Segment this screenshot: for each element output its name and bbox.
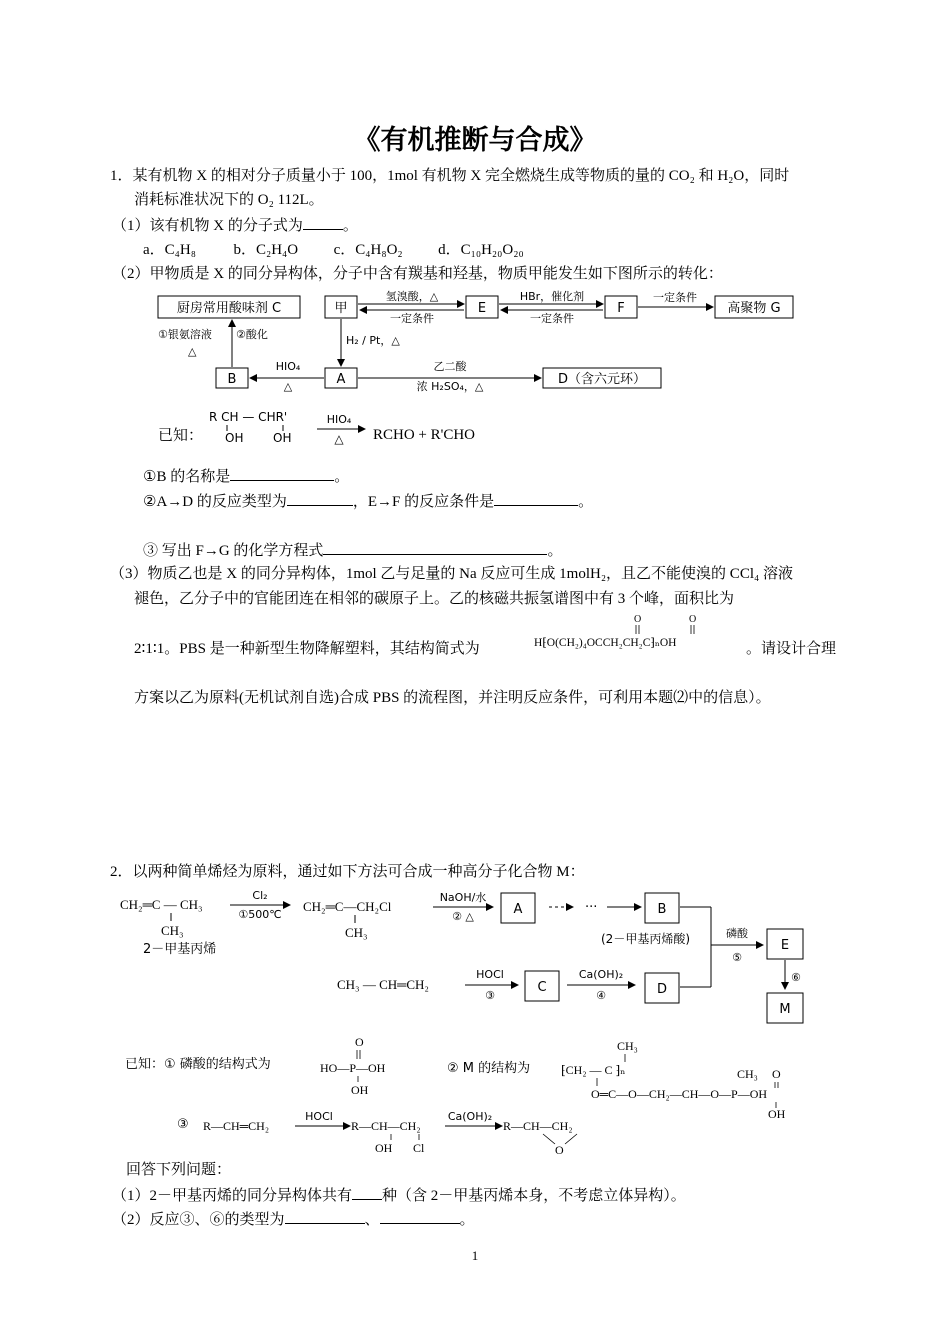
q1-sub2-end: 。: [578, 494, 594, 510]
answer-blank[interactable]: [285, 1208, 365, 1224]
dots: ···: [585, 900, 598, 915]
q2-sub2-end: 。: [459, 1212, 475, 1228]
arrow-B-C-3: △: [188, 345, 197, 358]
q1-options: [143, 240, 524, 260]
q2-sub1-text-a: （1）2－甲基丙烯的同分异构体共有: [112, 1188, 353, 1204]
known-3: ③: [177, 1117, 189, 1132]
q1-sub2-text-b: ，E→F 的反应条件是: [352, 494, 495, 510]
b-label: (2－甲基丙烯酸): [601, 932, 690, 946]
page-number: 1: [471, 1248, 479, 1263]
box-F-label: F: [617, 301, 625, 316]
k3-arrow-2: Ca(OH)₂: [447, 1110, 493, 1123]
arrow-B-C-2: ②酸化: [236, 328, 268, 341]
arrow-5-top: 磷酸: [726, 927, 748, 940]
arrow-jia-E-top: 氢溴酸，△: [385, 290, 439, 303]
box-G-label: 高聚物 G: [727, 301, 781, 316]
arrow-jia-E-bot: 一定条件: [390, 312, 434, 325]
q1-part3-line-3b: 。请设计合理: [746, 641, 837, 657]
known-oh-1: OH: [225, 431, 244, 445]
q1-part3-line-1: （3）物质乙也是 X 的同分异构体，1mol 乙与足量的 Na 反应可生成 1molH₂，且乙不能使溴的 CCl₄ 溶液: [110, 566, 793, 582]
box-A-label: A: [336, 372, 346, 387]
q1-reaction-diagram: [150, 290, 800, 400]
q1-sub3-text: ③ 写出 F→G 的化学方程式: [143, 543, 324, 559]
known-arrow-top: HIO₄: [326, 413, 352, 426]
q1-part3-line-4: 方案以乙为原料(无机试剂自选)合成 PBS 的流程图，并注明反应条件，可利用本题⑵中的信息）。: [134, 690, 771, 706]
box-E-label: E: [477, 301, 487, 316]
box-jia-label: 甲: [334, 301, 348, 316]
option-a: a．C₄H₈: [143, 242, 196, 258]
pbs-o-1: O: [634, 614, 642, 625]
q1-part3-line-2: 褪色，乙分子中的官能团连在相邻的碳原子上。乙的核磁共振氢谱图中有 3 个峰，面积比为: [134, 591, 735, 607]
mid-methyl: CH₃: [345, 925, 368, 940]
q2-box-E-label: E: [780, 938, 790, 953]
arrow-A-D-bot: 浓 H₂SO₄，△: [416, 380, 484, 393]
q2-box-A-label: A: [513, 902, 523, 917]
q2-box-D-label: D: [656, 982, 668, 997]
answer-blank[interactable]: [303, 214, 343, 230]
arrow-2-bot: ② △: [452, 910, 474, 923]
known-reaction: [205, 405, 505, 449]
phos-oh: OH: [351, 1083, 369, 1097]
phos-o: O: [355, 1035, 364, 1049]
q1-line-2: 消耗标准状况下的 O₂ 112L。: [134, 192, 324, 208]
q1-sub1-end: 。: [334, 469, 350, 485]
arrow-3-bot: ③: [485, 989, 495, 1002]
q2-sub2-text-a: （2）反应③、⑥的类型为: [112, 1212, 285, 1228]
m-ch3: CH₃: [617, 1039, 638, 1053]
q1-sub3-end: 。: [547, 543, 563, 559]
pbs-o-2: O: [689, 614, 697, 625]
q1-part1-text: （1）该有机物 X 的分子式为: [112, 218, 303, 234]
k3-mid: R—CH—CH₂: [351, 1119, 421, 1133]
q2-box-B-label: B: [657, 902, 667, 917]
arrow-A-B-top: HIO₄: [275, 360, 301, 373]
start-molecule: CH₂═C — CH₃: [120, 897, 203, 912]
k3-cl: Cl: [413, 1141, 425, 1155]
page-title: 《有机推断与合成》: [353, 125, 597, 156]
m-ch3b: CH₃: [737, 1067, 758, 1081]
q2-known-info: [115, 1032, 827, 1157]
known-oh-2: OH: [273, 431, 292, 445]
m-oh: OH: [768, 1107, 786, 1121]
answer-blank[interactable]: [494, 490, 578, 506]
m-o: O: [772, 1067, 781, 1081]
m-ester: O═C—O—CH₂—CH—O—P—OH: [591, 1087, 768, 1101]
arrow-B-C-1: ①银氨溶液: [158, 328, 212, 341]
box-C-label: 厨房常用酸味剂 C: [176, 301, 282, 316]
pbs-formula: H⁅O(CH₂)₄OCCH₂CH₂C⁆ₙOH: [534, 637, 677, 649]
arrow-1-top: Cl₂: [252, 889, 268, 902]
q1-part2: （2）甲物质是 X 的同分异构体，分子中含有羰基和羟基，物质甲能发生如下图所示的转化：: [112, 266, 723, 282]
mid-molecule: CH₂═C—CH₂Cl: [303, 899, 392, 914]
option-c: c．C₄H₈O₂: [333, 242, 403, 258]
q1-part1-end: 。: [342, 218, 358, 234]
q1-sub1-text: ①B 的名称是: [143, 469, 231, 485]
answer-blank[interactable]: [380, 1208, 460, 1224]
start-methyl: CH₃: [161, 923, 184, 938]
start-name: 2－甲基丙烯: [143, 942, 217, 957]
arrow-3-top: HOCl: [476, 968, 504, 981]
answer-blank[interactable]: [352, 1184, 382, 1200]
q1-sub3: [143, 539, 562, 561]
known-2: ② M 的结构为: [447, 1061, 531, 1076]
q1-part3-text: 2∶1∶1。PBS 是一种新型生物降解塑料，其结构简式为: [134, 641, 480, 657]
q2-line-1: 2．以两种简单烯烃为原料，通过如下方法可合成一种高分子化合物 M：: [110, 864, 585, 880]
q2-sub1-text-b: 种（含 2－甲基丙烯本身，不考虑立体异构）。: [382, 1188, 686, 1204]
known-struct: R CH — CHR': [209, 410, 288, 424]
arrow-F-G-top: 一定条件: [653, 291, 697, 304]
box-D-label: D（含六元环）: [557, 372, 647, 387]
answer-blank[interactable]: [230, 465, 334, 481]
q1-sub2: [143, 490, 593, 512]
arrow-4-bot: ④: [596, 989, 606, 1002]
q2-answer-intro: 回答下列问题：: [126, 1162, 232, 1178]
known-arrow-bot: △: [334, 432, 344, 446]
propene: CH₃ — CH═CH₂: [337, 977, 429, 992]
arrow-E-F-top: HBr，催化剂: [519, 290, 585, 303]
q1-sub1: [143, 465, 349, 487]
arrow-2-top: NaOH/水: [439, 891, 487, 904]
q2-synthesis-diagram: [115, 885, 815, 1025]
k3-o: O: [555, 1143, 564, 1157]
arrow-6: ⑥: [791, 971, 801, 984]
q1-line-1: 1．某有机物 X 的相对分子质量小于 100，1mol 有机物 X 完全燃烧生成等物质的量的 CO₂ 和 H₂O，同时: [110, 168, 790, 184]
q2-sub1: [112, 1184, 686, 1206]
option-b: b．C₂H₄O: [233, 242, 299, 258]
arrow-A-B-bot: △: [283, 380, 293, 393]
q1-sub2-text-a: ②A→D 的反应类型为: [143, 494, 287, 510]
known-label: 已知：: [158, 428, 204, 444]
q1-part3-line-3: [134, 639, 480, 659]
pbs-structure: [534, 612, 748, 654]
m-chain: ⁅CH₂ — C ⁆ₙ: [561, 1063, 626, 1077]
arrow-1-bot: ①500℃: [238, 908, 282, 921]
phos-mid: HO—P—OH: [320, 1061, 386, 1075]
box-B-label: B: [227, 372, 237, 387]
answer-blank[interactable]: [287, 490, 353, 506]
k3-oh: OH: [375, 1141, 393, 1155]
arrow-E-F-bot: 一定条件: [530, 312, 574, 325]
q2-box-C-label: C: [537, 980, 547, 995]
arrow-jia-A: H₂ / Pt，△: [346, 334, 400, 347]
k3-arrow-1: HOCl: [305, 1110, 333, 1123]
arrow-A-D-top: 乙二酸: [433, 360, 467, 373]
known-product: RCHO + R'CHO: [373, 427, 476, 443]
q2-sub2-sep: 、: [364, 1212, 380, 1228]
arrow-5-bot: ⑤: [732, 951, 742, 964]
option-d: d．C₁₀H₂₀O₂₀: [438, 242, 524, 258]
k3-end: R—CH—CH₂: [503, 1119, 573, 1133]
arrow-4-top: Ca(OH)₂: [578, 968, 624, 981]
q1-part1: [112, 214, 358, 236]
k3-start: R—CH═CH₂: [203, 1119, 270, 1133]
q2-box-M-label: M: [779, 1002, 791, 1017]
q2-sub2: [112, 1208, 475, 1230]
answer-blank[interactable]: [323, 539, 547, 555]
known-1: 已知：① 磷酸的结构式为: [125, 1057, 271, 1072]
